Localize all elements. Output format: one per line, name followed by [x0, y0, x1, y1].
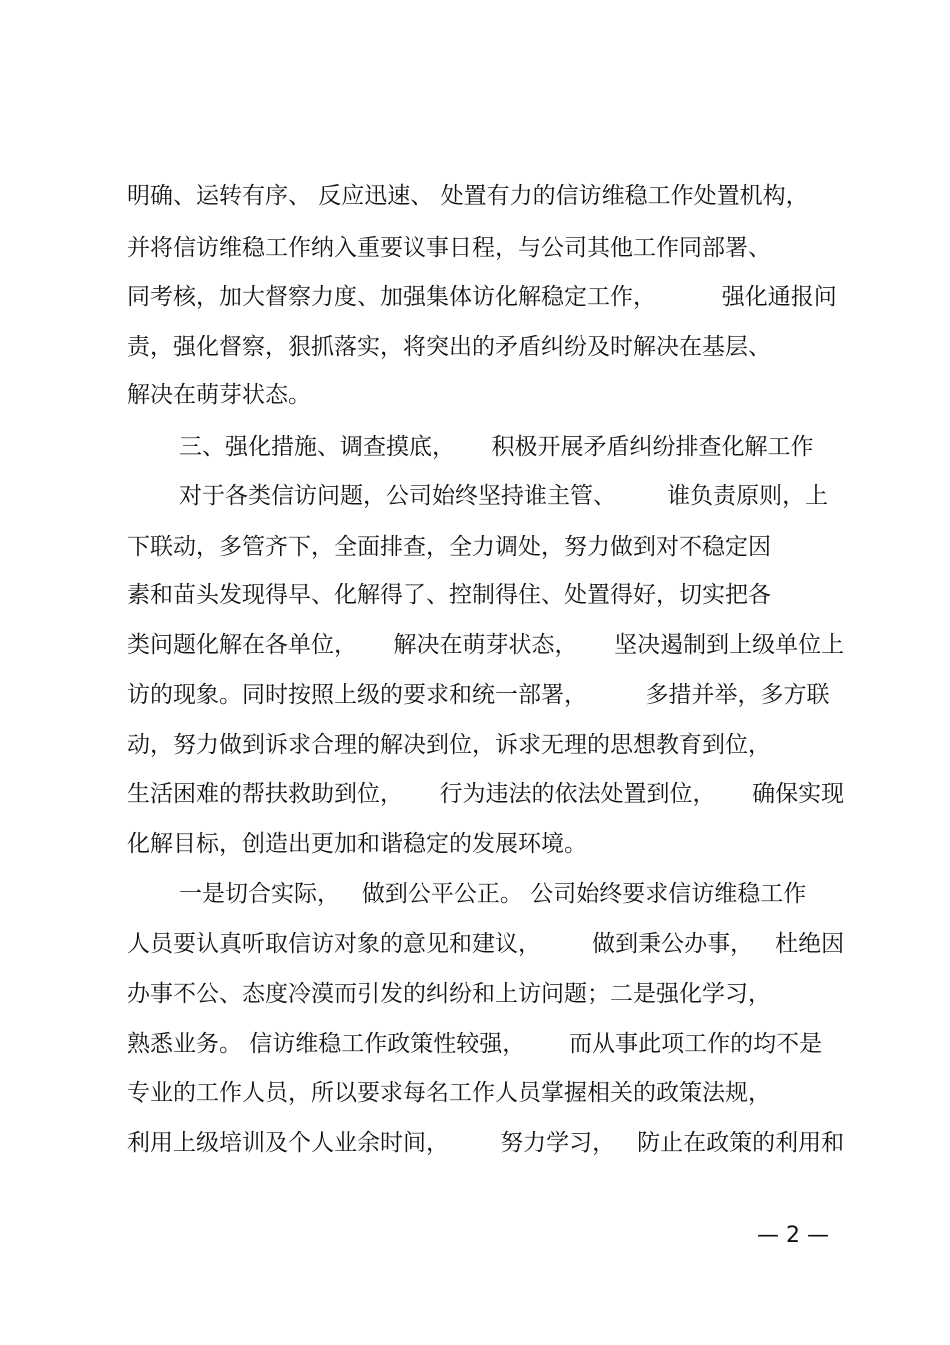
paragraph-line-16: 人员要认真听取信访对象的意见和建议， 做到秉公办事， 杜绝因	[127, 931, 845, 957]
paragraph-line-5: 解决在萌芽状态。	[127, 382, 311, 408]
paragraph-line-12: 动，努力做到诉求合理的解决到位，诉求无理的思想教育到位，	[127, 732, 771, 758]
paragraph-line-7: 对于各类信访问题，公司始终坚持谁主管、 谁负责原则，上	[179, 483, 829, 509]
paragraph-line-13: 生活困难的帮扶救助到位， 行为违法的依法处置到位， 确保实现	[127, 781, 845, 807]
paragraph-line-9: 素和苗头发现得早、化解得了、控制得住、处置得好，切实把各	[127, 582, 771, 608]
paragraph-line-18: 熟悉业务。 信访维稳工作政策性较强， 而从事此项工作的均不是	[127, 1031, 823, 1057]
paragraph-line-11: 访的现象。同时按照上级的要求和统一部署， 多措并举，多方联	[127, 682, 830, 708]
paragraph-line-20: 利用上级培训及个人业余时间， 努力学习， 防止在政策的利用和	[127, 1130, 845, 1156]
page-number: — 2 —	[757, 1223, 829, 1248]
paragraph-line-19: 专业的工作人员，所以要求每名工作人员掌握相关的政策法规，	[127, 1080, 771, 1106]
section-heading: 三、强化措施、调查摸底， 积极开展矛盾纠纷排查化解工作	[179, 434, 814, 460]
paragraph-line-17: 办事不公、态度冷漠而引发的纠纷和上访问题；二是强化学习，	[127, 981, 771, 1007]
paragraph-line-14: 化解目标，创造出更加和谐稳定的发展环境。	[127, 831, 587, 857]
paragraph-line-10: 类问题化解在各单位， 解决在萌芽状态， 坚决遏制到上级单位上	[127, 632, 845, 658]
paragraph-line-3: 同考核，加大督察力度、加强集体访化解稳定工作， 强化通报问	[127, 284, 837, 310]
paragraph-line-4: 责，强化督察，狠抓落实，将突出的矛盾纠纷及时解决在基层、	[127, 334, 771, 360]
paragraph-line-2: 并将信访维稳工作纳入重要议事日程，与公司其他工作同部署、	[127, 235, 771, 261]
paragraph-line-1: 明确、运转有序、 反应迅速、 处置有力的信访维稳工作处置机构，	[127, 183, 809, 209]
paragraph-line-15: 一是切合实际， 做到公平公正。 公司始终要求信访维稳工作	[179, 881, 807, 907]
paragraph-line-8: 下联动，多管齐下，全面排查，全力调处，努力做到对不稳定因	[127, 534, 771, 560]
